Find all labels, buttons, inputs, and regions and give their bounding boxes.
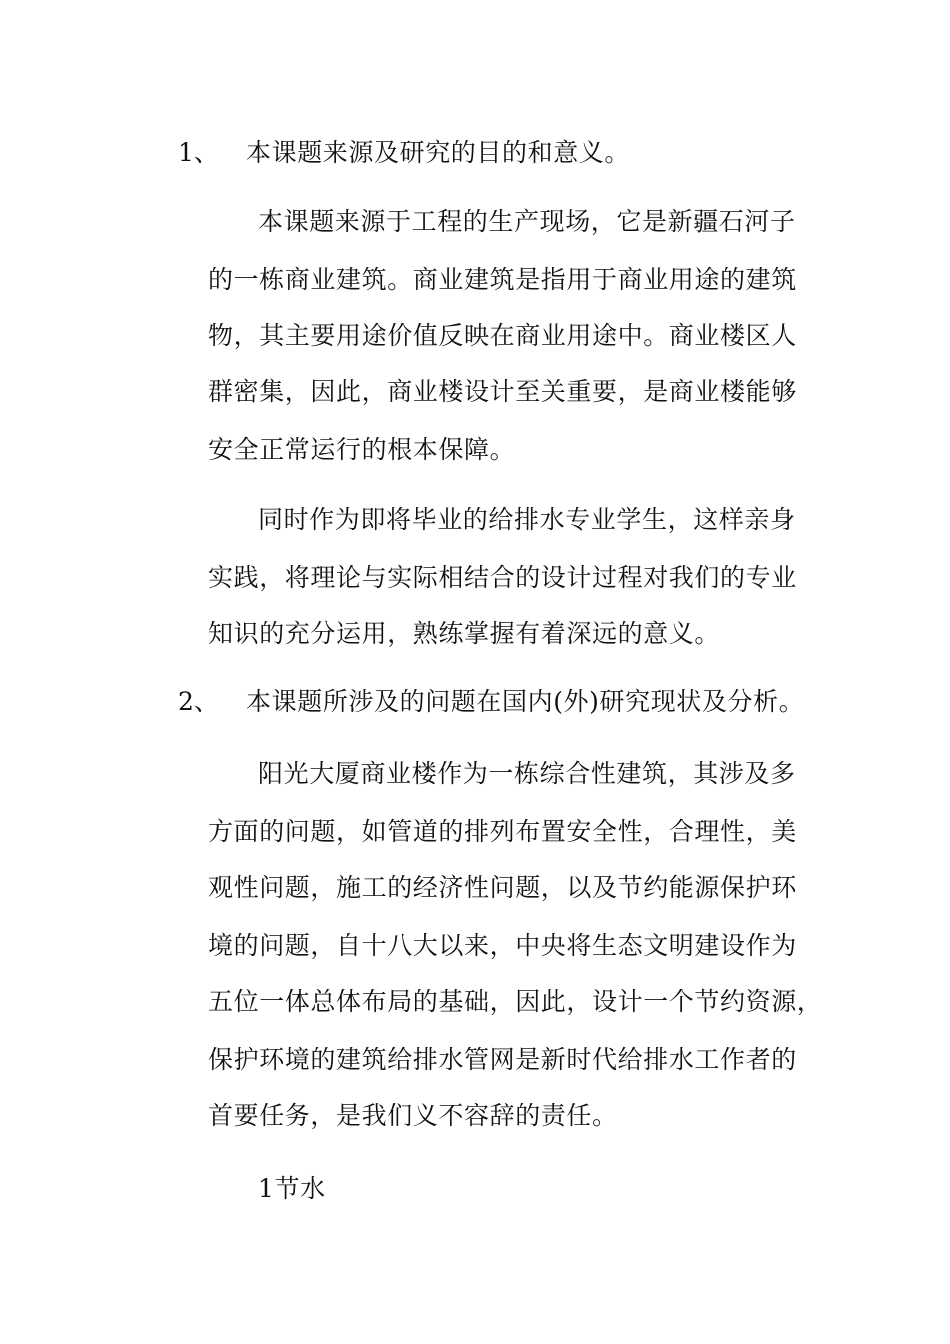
- paragraph-line: 安全正常运行的根本保障。: [208, 435, 516, 464]
- paragraph-line: 知识的充分运用，熟练掌握有着深远的意义。: [208, 619, 721, 648]
- subheading: 1节水: [258, 1174, 326, 1203]
- paragraph-line: 阳光大厦商业楼作为一栋综合性建筑，其涉及多: [258, 759, 796, 788]
- paragraph-line: 首要任务，是我们义不容辞的责任。: [208, 1101, 618, 1130]
- section-1-number: 1、: [178, 138, 219, 167]
- paragraph-line: 同时作为即将毕业的给排水专业学生，这样亲身: [258, 505, 796, 534]
- paragraph-line: 实践，将理论与实际相结合的设计过程对我们的专业: [208, 563, 797, 592]
- paragraph-line: 物，其主要用途价值反映在商业用途中。商业楼区人: [208, 321, 797, 350]
- paragraph-line: 境的问题，自十八大以来，中央将生态文明建设作为: [208, 931, 797, 960]
- paragraph-line: 观性问题，施工的经济性问题，以及节约能源保护环: [208, 873, 797, 902]
- paragraph-line: 保护环境的建筑给排水管网是新时代给排水工作者的: [208, 1045, 797, 1074]
- paragraph-line: 群密集，因此，商业楼设计至关重要，是商业楼能够: [208, 377, 797, 406]
- paragraph-line: 五位一体总体布局的基础，因此，设计一个节约资源，: [208, 987, 823, 1016]
- section-2-number: 2、: [178, 687, 219, 716]
- section-2-heading: 本课题所涉及的问题在国内(外)研究现状及分析。: [246, 687, 805, 716]
- paragraph-line: 本课题来源于工程的生产现场，它是新疆石河子: [258, 207, 796, 236]
- paragraph-line: 的一栋商业建筑。商业建筑是指用于商业用途的建筑: [208, 265, 797, 294]
- paragraph-line: 方面的问题，如管道的排列布置安全性，合理性，美: [208, 817, 797, 846]
- section-1-heading: 本课题来源及研究的目的和意义。: [246, 138, 631, 167]
